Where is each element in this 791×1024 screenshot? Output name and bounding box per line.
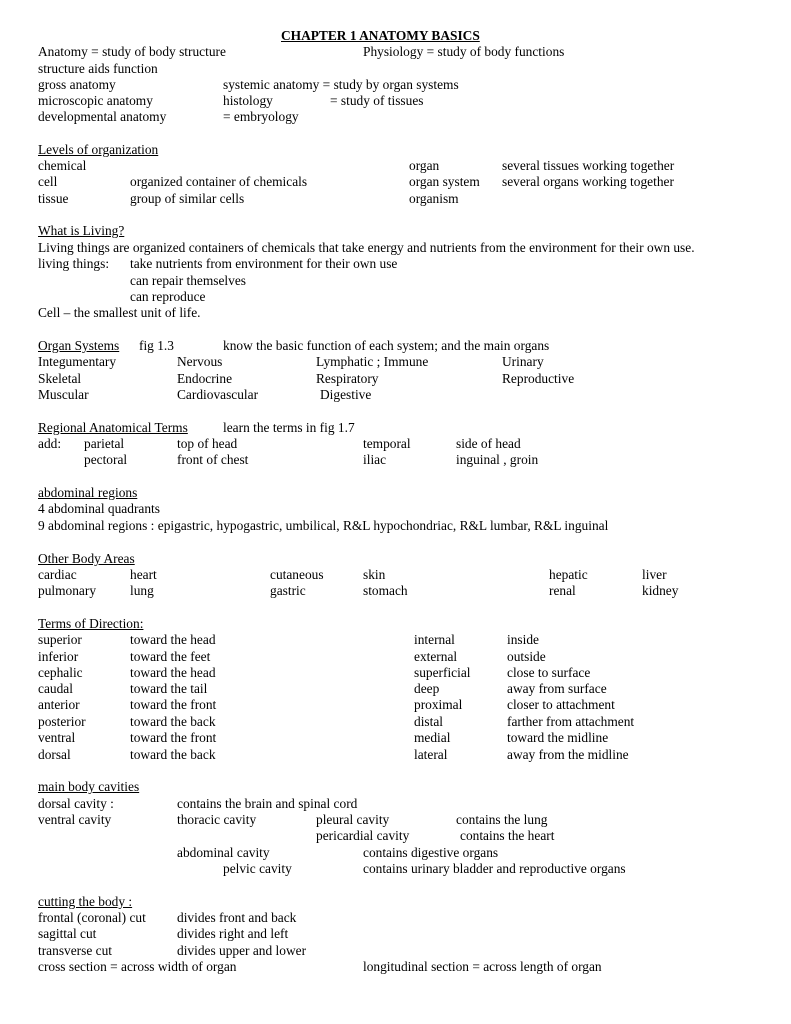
- structure-aids-function: structure aids function: [38, 61, 158, 76]
- term-iliac-definition: inguinal , groin: [456, 452, 539, 467]
- regional-add-label: add:: [38, 436, 62, 451]
- direction-definition: toward the front: [130, 697, 217, 712]
- term-temporal: temporal: [363, 436, 411, 451]
- cavity-abdominal: abdominal cavity: [177, 845, 270, 860]
- gross-anatomy: gross anatomy: [38, 77, 116, 92]
- cavity-dorsal: dorsal cavity :: [38, 796, 114, 811]
- living-item: take nutrients from environment for their own use: [130, 256, 398, 271]
- direction-definition: toward the back: [130, 747, 216, 762]
- organ-systems-note: know the basic function of each system; and the main organs: [223, 338, 550, 353]
- microscopic-anatomy: microscopic anatomy: [38, 93, 153, 108]
- direction-definition: toward the feet: [130, 649, 211, 664]
- direction-term: proximal: [414, 697, 463, 712]
- other-areas-heading: Other Body Areas: [38, 551, 135, 566]
- area-cardiac: cardiac: [38, 567, 77, 582]
- cavities-heading: main body cavities: [38, 779, 140, 794]
- abdominal-regions-list: 9 abdominal regions : epigastric, hypogastric, umbilical, R&L hypochondriac, R&L lumbar, R&L inguinal: [38, 518, 609, 533]
- cavity-pelvic-definition: contains urinary bladder and reproductive organs: [363, 861, 626, 876]
- direction-definition: inside: [507, 632, 539, 647]
- direction-heading: Terms of Direction:: [38, 616, 144, 631]
- level-organ-system: organ system: [409, 174, 480, 189]
- cross-section: cross section = across width of organ: [38, 959, 237, 974]
- level-organ-system-definition: several organs working together: [502, 174, 674, 189]
- cavity-pleural: pleural cavity: [316, 812, 390, 827]
- area-heart: heart: [130, 567, 157, 582]
- system-urinary: Urinary: [502, 354, 544, 369]
- direction-term: dorsal: [38, 747, 71, 762]
- direction-definition: away from the midline: [507, 747, 629, 762]
- organ-systems-heading: Organ Systems: [38, 338, 120, 353]
- direction-definition: close to surface: [507, 665, 591, 680]
- physiology-definition: Physiology = study of body functions: [363, 44, 565, 59]
- direction-term: superior: [38, 632, 82, 647]
- cavity-thoracic: thoracic cavity: [177, 812, 257, 827]
- level-cell-definition: organized container of chemicals: [130, 174, 308, 189]
- cut-frontal-definition: divides front and back: [177, 910, 297, 925]
- system-lymphatic: Lymphatic ; Immune: [316, 354, 429, 369]
- cavity-pleural-definition: contains the lung: [456, 812, 548, 827]
- system-integumentary: Integumentary: [38, 354, 117, 369]
- direction-term: anterior: [38, 697, 80, 712]
- direction-definition: toward the tail: [130, 681, 208, 696]
- direction-definition: toward the head: [130, 632, 216, 647]
- cavity-ventral: ventral cavity: [38, 812, 112, 827]
- direction-term: distal: [414, 714, 444, 729]
- level-tissue-definition: group of similar cells: [130, 191, 245, 206]
- cutting-heading: cutting the body :: [38, 894, 133, 909]
- page-title: CHAPTER 1 ANATOMY BASICS: [281, 28, 480, 43]
- cut-sagittal: sagittal cut: [38, 926, 97, 941]
- cell-smallest-unit: Cell – the smallest unit of life.: [38, 305, 201, 320]
- level-tissue: tissue: [38, 191, 69, 206]
- system-respiratory: Respiratory: [316, 371, 379, 386]
- level-organism: organism: [409, 191, 459, 206]
- direction-term: cephalic: [38, 665, 83, 680]
- term-pectoral: pectoral: [84, 452, 128, 467]
- cut-transverse-definition: divides upper and lower: [177, 943, 307, 958]
- longitudinal-section: longitudinal section = across length of organ: [363, 959, 602, 974]
- term-parietal-definition: top of head: [177, 436, 238, 451]
- direction-definition: toward the front: [130, 730, 217, 745]
- direction-term: lateral: [414, 747, 448, 762]
- area-skin: skin: [363, 567, 386, 582]
- direction-term: superficial: [414, 665, 471, 680]
- term-temporal-definition: side of head: [456, 436, 521, 451]
- system-nervous: Nervous: [177, 354, 223, 369]
- direction-definition: farther from attachment: [507, 714, 635, 729]
- cut-sagittal-definition: divides right and left: [177, 926, 289, 941]
- level-organ: organ: [409, 158, 440, 173]
- area-stomach: stomach: [363, 583, 408, 598]
- level-cell: cell: [38, 174, 58, 189]
- living-item: can repair themselves: [130, 273, 246, 288]
- living-things-label: living things:: [38, 256, 110, 271]
- organ-systems-fig: fig 1.3: [139, 338, 174, 353]
- system-endocrine: Endocrine: [177, 371, 233, 386]
- term-pectoral-definition: front of chest: [177, 452, 249, 467]
- level-chemical: chemical: [38, 158, 87, 173]
- area-hepatic: hepatic: [549, 567, 588, 582]
- direction-term: caudal: [38, 681, 73, 696]
- cavity-abdominal-definition: contains digestive organs: [363, 845, 499, 860]
- regional-heading: Regional Anatomical Terms: [38, 420, 188, 435]
- embryology: = embryology: [223, 109, 299, 124]
- direction-definition: toward the back: [130, 714, 216, 729]
- area-pulmonary: pulmonary: [38, 583, 97, 598]
- cavity-pelvic: pelvic cavity: [223, 861, 292, 876]
- system-skeletal: Skeletal: [38, 371, 82, 386]
- system-reproductive: Reproductive: [502, 371, 575, 386]
- direction-term: deep: [414, 681, 440, 696]
- cavity-pericardial-definition: contains the heart: [460, 828, 555, 843]
- system-muscular: Muscular: [38, 387, 89, 402]
- histology-definition: = study of tissues: [330, 93, 424, 108]
- direction-definition: toward the head: [130, 665, 216, 680]
- area-gastric: gastric: [270, 583, 306, 598]
- direction-term: internal: [414, 632, 455, 647]
- regional-note: learn the terms in fig 1.7: [223, 420, 355, 435]
- direction-term: ventral: [38, 730, 76, 745]
- level-organ-definition: several tissues working together: [502, 158, 675, 173]
- living-definition: Living things are organized containers of chemicals that take energy and nutrients from the environment for their own use.: [38, 240, 695, 255]
- cavity-pericardial: pericardial cavity: [316, 828, 410, 843]
- anatomy-definition: Anatomy = study of body structure: [38, 44, 226, 59]
- living-item: can reproduce: [130, 289, 206, 304]
- term-parietal: parietal: [84, 436, 125, 451]
- area-lung: lung: [130, 583, 154, 598]
- levels-heading: Levels of organization: [38, 142, 159, 157]
- cut-transverse: transverse cut: [38, 943, 112, 958]
- abdominal-heading: abdominal regions: [38, 485, 138, 500]
- direction-term: posterior: [38, 714, 86, 729]
- direction-definition: toward the midline: [507, 730, 609, 745]
- term-iliac: iliac: [363, 452, 387, 467]
- cavity-dorsal-definition: contains the brain and spinal cord: [177, 796, 358, 811]
- system-digestive: Digestive: [320, 387, 372, 402]
- systemic-anatomy: systemic anatomy = study by organ systems: [223, 77, 459, 92]
- cut-frontal: frontal (coronal) cut: [38, 910, 146, 925]
- direction-term: medial: [414, 730, 451, 745]
- direction-term: inferior: [38, 649, 79, 664]
- area-kidney: kidney: [642, 583, 679, 598]
- area-liver: liver: [642, 567, 667, 582]
- direction-term: external: [414, 649, 458, 664]
- direction-definition: away from surface: [507, 681, 607, 696]
- area-renal: renal: [549, 583, 576, 598]
- living-heading: What is Living?: [38, 223, 125, 238]
- direction-definition: outside: [507, 649, 546, 664]
- area-cutaneous: cutaneous: [270, 567, 324, 582]
- developmental-anatomy: developmental anatomy: [38, 109, 167, 124]
- histology: histology: [223, 93, 273, 108]
- system-cardiovascular: Cardiovascular: [177, 387, 259, 402]
- abdominal-quadrants: 4 abdominal quadrants: [38, 501, 160, 516]
- direction-definition: closer to attachment: [507, 697, 615, 712]
